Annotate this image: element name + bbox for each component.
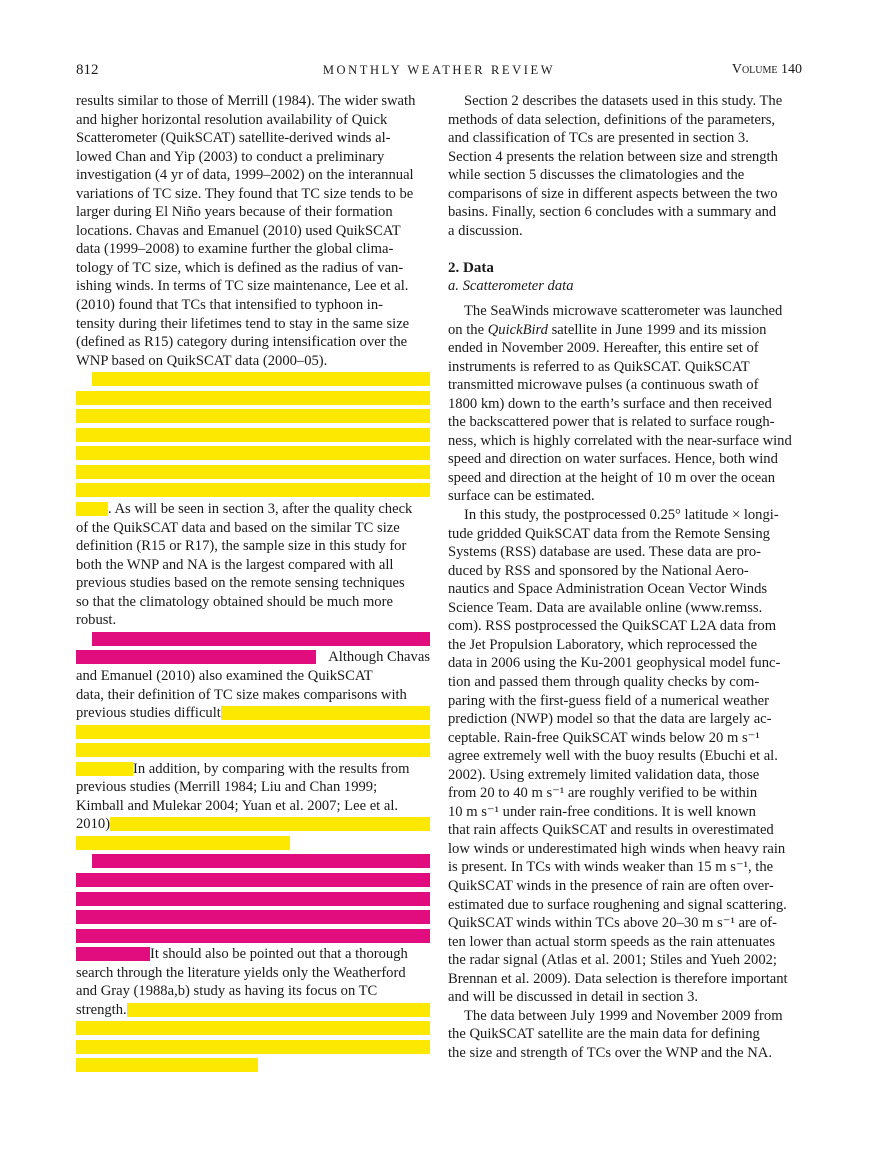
highlight-redaction-magenta bbox=[76, 650, 316, 664]
text-line: and higher horizontal resolution availability of Quick bbox=[76, 111, 388, 128]
highlight-redaction-magenta bbox=[76, 929, 430, 943]
text-line: larger during El Niño years because of their formation bbox=[76, 204, 393, 221]
text-line: ness, which is highly correlated with the near-surface wind bbox=[448, 432, 792, 449]
highlight-redaction-yellow bbox=[76, 743, 430, 757]
text-line: tology of TC size, which is defined as the radius of van- bbox=[76, 259, 404, 276]
text-line: previous studies based on the remote sensing techniques bbox=[76, 575, 405, 592]
text-line: Science Team. Data are available online (www.remss. bbox=[448, 599, 763, 616]
text-line: 2002). Using extremely limited validation data, those bbox=[448, 766, 760, 783]
text-line: Section 2 describes the datasets used in this study. The bbox=[464, 93, 783, 109]
text-line: tensity during their lifetimes tend to stay in the same size bbox=[76, 315, 410, 332]
text-line: The data between July 1999 and November 2009 from bbox=[464, 1007, 783, 1024]
text-line: 10 m s⁻¹ under rain-free conditions. It is well known bbox=[448, 803, 756, 820]
page-header bbox=[76, 58, 802, 78]
text-line: 1800 km) down to the earth’s surface and then received bbox=[448, 395, 772, 412]
text-line: (2010) found that TCs that intensified to typhoon in- bbox=[76, 297, 383, 314]
text-line: basins. Finally, section 6 concludes with a summary and bbox=[448, 204, 777, 221]
text-line: of the QuikSCAT data and based on the similar TC size bbox=[76, 519, 400, 536]
text-line: data (1999–2008) to examine further the global clima- bbox=[76, 241, 394, 258]
text-line: so that the climatology obtained should be much more bbox=[76, 593, 393, 610]
text-fragment: previous studies difficult bbox=[76, 705, 221, 722]
volume-label: Volume 140 bbox=[731, 62, 802, 77]
text-fragment: on the bbox=[448, 321, 488, 338]
text-fragment: In addition, by comparing with the results from bbox=[133, 760, 410, 777]
text-line: Scatterometer (QuikSCAT) satellite-derived winds al- bbox=[76, 130, 391, 147]
text-line: tude gridded QuikSCAT data from the Remote Sensing bbox=[448, 525, 770, 542]
highlight-redaction-magenta bbox=[76, 947, 150, 961]
text-line: Systems (RSS) database are used. These data are pro- bbox=[448, 544, 761, 561]
text-fragment: satellite in June 1999 and its mission bbox=[547, 321, 767, 338]
text-fragment: . As will be seen in section 3, after the quality check bbox=[108, 501, 413, 518]
text-line: comparisons of size in different aspects between the two bbox=[448, 185, 778, 202]
highlight-redaction-yellow bbox=[76, 1040, 430, 1054]
highlight-redaction-magenta bbox=[76, 910, 430, 924]
text-fragment: strength. bbox=[76, 1001, 127, 1018]
text-line: transmitted microwave pulses (a continuous swath of bbox=[448, 377, 759, 394]
text-line: Kimball and Mulekar 2004; Yuan et al. 2007; Lee et al. bbox=[76, 797, 399, 814]
text-line: duced by RSS and sponsored by the National Aero- bbox=[448, 562, 749, 579]
text-line: robust. bbox=[76, 612, 117, 629]
text-line: In this study, the postprocessed 0.25° latitude × longi- bbox=[464, 507, 779, 524]
highlight-redaction-yellow bbox=[127, 1003, 430, 1017]
text-line: that rain affects QuikSCAT and results in overestimated bbox=[448, 822, 774, 839]
text-line bbox=[448, 321, 766, 340]
highlight-redaction-magenta bbox=[76, 873, 430, 887]
highlight-redaction-yellow bbox=[76, 428, 430, 442]
text-line: the size and strength of TCs over the WNP and the NA. bbox=[448, 1044, 772, 1061]
text-line: and Gray (1988a,b) study as having its focus on TC bbox=[76, 983, 378, 1000]
text-line: the Jet Propulsion Laboratory, which reprocessed the bbox=[448, 636, 758, 653]
highlight-redaction-magenta bbox=[92, 632, 430, 646]
text-line: from 20 to 40 m s⁻¹ are roughly verified to be within bbox=[448, 785, 758, 802]
text-line: Brennan et al. 2009). Data selection is therefore important bbox=[448, 970, 788, 987]
text-line: com). RSS postprocessed the QuikSCAT L2A data from bbox=[448, 618, 777, 635]
text-line: and Emanuel (2010) also examined the QuikSCAT bbox=[76, 667, 373, 684]
text-line: variations of TC size. They found that TC size tends to be bbox=[76, 185, 414, 202]
text-line: while section 5 discusses the climatologies and the bbox=[448, 167, 745, 184]
highlight-redaction-yellow bbox=[76, 446, 430, 460]
highlight-redaction-yellow bbox=[76, 725, 430, 739]
journal-title: MONTHLY WEATHER REVIEW bbox=[322, 63, 556, 77]
text-line: investigation (4 yr of data, 1999–2002) on the interannual bbox=[76, 167, 414, 184]
highlight-redaction-yellow bbox=[76, 409, 430, 423]
highlight-redaction-yellow bbox=[76, 1021, 430, 1035]
text-line: The SeaWinds microwave scatterometer was launched bbox=[464, 303, 783, 320]
highlight-redaction-yellow bbox=[76, 1058, 258, 1072]
text-line: QuikSCAT winds within TCs above 20–30 m s⁻¹ are of- bbox=[448, 915, 777, 932]
highlight-redaction-yellow bbox=[76, 836, 290, 850]
text-line: lowed Chan and Yip (2003) to conduct a preliminary bbox=[76, 148, 385, 165]
text-line: locations. Chavas and Emanuel (2010) used QuikSCAT bbox=[76, 222, 401, 239]
satellite-name: QuickBird bbox=[487, 321, 548, 338]
highlight-redaction-yellow bbox=[76, 502, 108, 516]
text-line: Section 4 presents the relation between size and strength bbox=[448, 148, 778, 165]
text-line: surface can be estimated. bbox=[448, 488, 595, 505]
text-line: instruments is referred to as QuikSCAT. QuikSCAT bbox=[448, 358, 750, 375]
text-line: definition (R15 or R17), the sample size in this study for bbox=[76, 538, 407, 555]
text-line: the radar signal (Atlas et al. 2001; Stiles and Yueh 2002; bbox=[448, 952, 777, 969]
text-line: and classification of TCs are presented in section 3. bbox=[448, 130, 749, 147]
subsection-heading: a. Scatterometer data bbox=[448, 278, 574, 295]
text-line: data, their definition of TC size makes comparisons with bbox=[76, 686, 407, 703]
text-fragment: 2010) bbox=[76, 816, 111, 833]
highlight-redaction-magenta bbox=[92, 854, 430, 868]
text-line: both the WNP and NA is the largest compared with all bbox=[76, 556, 394, 573]
text-line: ended in November 2009. Hereafter, this entire set of bbox=[448, 340, 759, 357]
text-line: and will be discussed in detail in section 3. bbox=[448, 989, 699, 1006]
text-line: is present. In TCs with winds weaker than 15 m s⁻¹, the bbox=[448, 859, 774, 876]
text-line: agree extremely well with the buoy results (Ebuchi et al. bbox=[448, 748, 778, 765]
text-line: nautics and Space Administration Ocean Vector Winds bbox=[448, 581, 768, 598]
text-line: a discussion. bbox=[448, 222, 523, 239]
text-line: QuikSCAT winds in the presence of rain are often over- bbox=[448, 877, 774, 894]
highlight-redaction-yellow bbox=[221, 706, 430, 720]
text-line: speed and direction on water surfaces. Hence, both wind bbox=[448, 451, 778, 468]
text-line: (defined as R15) category during intensification over the bbox=[76, 334, 408, 351]
text-fragment: It should also be pointed out that a thorough bbox=[150, 946, 408, 963]
text-line: WNP based on QuikSCAT data (2000–05). bbox=[76, 352, 328, 369]
text-line: search through the literature yields only the Weatherford bbox=[76, 964, 406, 981]
highlight-redaction-yellow bbox=[92, 372, 430, 386]
text-line: speed and direction at the height of 10 m over the ocean bbox=[448, 469, 776, 486]
text-fragment: Although Chavas bbox=[328, 649, 430, 666]
right-column bbox=[448, 92, 802, 1062]
text-line: data in 2006 using the Ku-2001 geophysical model func- bbox=[448, 655, 781, 672]
highlight-redaction-yellow bbox=[76, 465, 430, 479]
text-line: previous studies (Merrill 1984; Liu and Chan 1999; bbox=[76, 779, 378, 796]
page-number: 812 bbox=[76, 62, 99, 78]
text-line: methods of data selection, definitions of the parameters, bbox=[448, 111, 776, 128]
text-line: tion and passed them through quality checks by com- bbox=[448, 673, 760, 690]
text-line: the QuikSCAT satellite are the main data for defining bbox=[448, 1026, 760, 1043]
text-line: ishing winds. In terms of TC size maintenance, Lee et al. bbox=[76, 278, 409, 295]
highlight-redaction-magenta bbox=[76, 892, 430, 906]
text-line: low winds or underestimated high winds when heavy rain bbox=[448, 840, 786, 857]
text-line: estimated due to surface roughening and signal scattering. bbox=[448, 896, 787, 913]
highlight-redaction-yellow bbox=[76, 483, 430, 497]
text-line: paring with the first-guess field of a numerical weather bbox=[448, 692, 769, 709]
left-column bbox=[76, 92, 430, 1075]
highlight-redaction-yellow bbox=[110, 817, 430, 831]
text-line: ceptable. Rain-free QuikSCAT winds below 20 m s⁻¹ bbox=[448, 729, 760, 746]
highlight-redaction-yellow bbox=[76, 762, 133, 776]
text-line: the backscattered power that is related to surface rough- bbox=[448, 414, 775, 431]
highlight-redaction-yellow bbox=[76, 391, 430, 405]
section-heading: 2. Data bbox=[448, 259, 494, 276]
text-line: prediction (NWP) model so that the data are largely ac- bbox=[448, 711, 772, 728]
text-line: results similar to those of Merrill (1984). The wider swath bbox=[76, 93, 416, 109]
text-line: ten lower than actual storm speeds as the rain attenuates bbox=[448, 933, 776, 950]
